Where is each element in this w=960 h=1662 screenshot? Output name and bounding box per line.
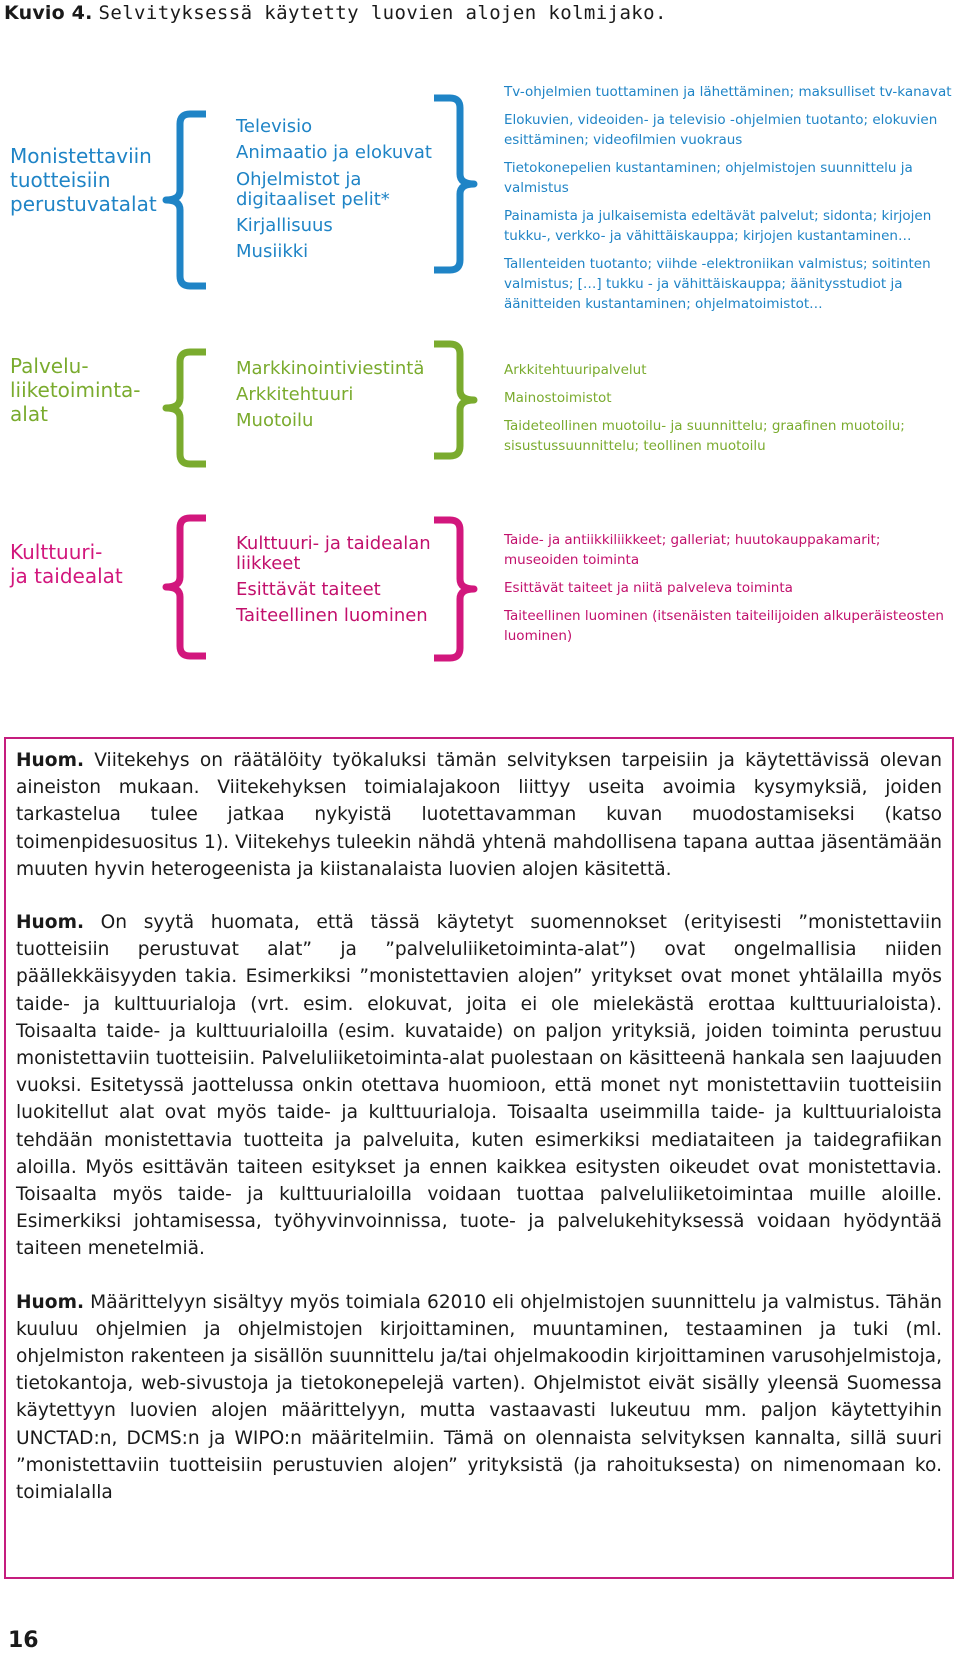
category-list [236,534,431,629]
activity-item: Esittävät taiteet ja niitä palveleva toiminta [504,580,793,596]
note-text: Määrittelyyn sisältyy myös toimiala 62010 eli ohjelmistojen suunnittelu ja valmistus. Tähän kuuluu ohjelmien ja ohjelmistojen kirjoittaminen, muuntaminen, testaaminen ja tuki (ml. ohjelmiston rakenteen ja sisällön suunnittelu ja/tai ohjelmakoodin kirjoittaminen varusohjelmistoja, tietokantoja, web-sivustoja ja tietokonepelejä varten). Ohjelmistot eivät sisälly yleensä Suomessa käytettyyn luovien alojen määrittelyyn, mutta vastaavasti lukeutuu mm. paljon käytettyihin UNCTAD:n, DCMS:n ja WIPO:n määritelmiin. Tämä on olennaista selvityksen kannalta, sillä suuri ”monistettaviin tuotteisiin perustuvien alojen” yrityksistä (ja rahoituksesta) on nimenomaan ko. toimialalla [16,1291,942,1504]
figure-title [4,2,667,24]
note-paragraph [16,747,942,883]
category-item: Musiikki [236,241,309,262]
group-label: Monistettaviin tuotteisiin perustuvatalat [10,144,157,216]
activity-item: Arkkitehtuuripalvelut [504,362,647,378]
note-lead: Huom. [16,912,85,934]
category-item: Muotoilu [236,410,314,431]
note-paragraph [16,1289,942,1507]
right-brace-icon [430,516,480,662]
left-brace-icon [160,348,210,468]
activity-item: Tietokonepelien kustantaminen; ohjelmistojen suunnittelu ja valmistus [504,160,913,196]
activity-list [504,530,954,654]
category-item: Kirjallisuus [236,215,333,236]
category-item: Animaatio ja elokuvat [236,142,432,163]
category-item: Kulttuuri- ja taidealan liikkeet [236,533,431,574]
left-brace-icon [160,514,210,660]
category-item: Ohjelmistot ja digitaaliset pelit* [236,169,390,210]
activity-item: Tv-ohjelmien tuottaminen ja lähettäminen; maksulliset tv-kanavat [504,84,952,100]
group-reproducible-products [0,80,960,320]
category-item: Arkkitehtuuri [236,384,354,405]
activity-item: Taiteellinen luominen (itsenäisten taiteilijoiden alkuperäisteosten luominen) [504,608,944,644]
note-paragraph [16,909,942,1263]
activity-item: Painamista ja julkaisemista edeltävät palvelut; sidonta; kirjojen tukku-, verkko- ja vähittäiskauppa; kirjojen kustantaminen… [504,208,932,244]
note-lead: Huom. [16,1291,85,1313]
activity-list [504,82,954,322]
category-list [236,114,432,265]
page-number: 16 [8,1628,39,1653]
activity-item: Tallenteiden tuotanto; viihde -elektroniikan valmistus; soitinten valmistus; […] tukku - ja vähittäiskauppa; äänitysstudiot ja äänitteiden kustantaminen; ohjelmatoimistot… [504,256,931,312]
activity-item: Taideteollinen muotoilu- ja suunnittelu; graafinen muotoilu; sisustussuunnittelu; teollinen muotoilu [504,418,905,454]
note-lead: Huom. [16,750,85,771]
activity-item: Taide- ja antiikkiliikkeet; galleriat; huutokauppakamarit; museoiden toiminta [504,532,881,568]
right-brace-icon [430,340,480,460]
note-text: On syytä huomata, että tässä käytetyt suomennokset (erityisesti ”monistettaviin tuotteisiin perustuvat alat” ja ”palveluliiketoiminta-alat”) ovat ongelmallisia niiden päällekkäisyyden takia. Esimerkiksi ”monistettavien alojen” yritykset ovat monet yhtälailla myös taide- ja kulttuurialoja (vrt. esim. elokuvat, joita ei ole mielekästä erottaa kulttuurialoista). Toisaalta taide- ja kulttuurialoilla (esim. kuvataide) on paljon yrityksiä, joiden toiminta perustuu monistettaviin tuotteisiin. Palveluliiketoiminta-alat puolestaan on käsitteenä hankala sen laajuuden vuoksi. Esitetyssä jaottelussa onkin otettava huomioon, että monet nyt monistettaviin tuotteisiin luokitellut alat ovat myös taide- ja kulttuurialoja. Toisaalta useimmilla taide- ja kulttuurialoista tehdään monistettavia tuotteita ja palveluita, kuten esimerkiksi mediataiteen ja taidegrafiikan aloilla. Myös esittävän taiteen esitykset ja ennen kaikkea esitysten oikeudet ovat monistettavia. Toisaalta myös taide- ja kulttuurialoilla voidaan tuottaa palveluliiketoimintaa muille aloille. Esimerkiksi johtamisessa, työhyvinvoinnissa, tuote- ja palvelukehityksessä voidaan hyödyntää taiteen menetelmiä. [16,912,942,1260]
activity-list [504,360,954,464]
category-item: Esittävät taiteet [236,579,381,600]
group-culture-arts [0,510,960,670]
category-item: Televisio [236,116,313,137]
left-brace-icon [160,110,210,290]
figure-caption: Selvityksessä käytetty luovien alojen kolmijako. [98,2,667,24]
note-text: Viitekehys on räätälöity työkaluksi tämän selvityksen tarpeisiin ja käytettävissä olevan aineiston mukaan. Viitekehyksen toimialajakoon liittyy useita avoimia kysymyksiä, joiden tarkastelua tulee jatkaa nykyistä luotettavamman kuvan muodostamiseksi (katso toimenpidesuositus 1). Viitekehys tuleekin nähdä yhtenä mahdollisena tapana auttaa jäsentämään muuten hyvin heterogeenista ja kiistanalaista luovien alojen käsitettä. [16,750,942,880]
group-label: Kulttuuri- ja taidealat [10,540,123,588]
notes-box [4,737,954,1579]
activity-item: Mainostoimistot [504,390,612,406]
category-item: Taiteellinen luominen [236,605,428,626]
activity-item: Elokuvien, videoiden- ja televisio -ohjelmien tuotanto; elokuvien esittäminen; videofilmien vuokraus [504,112,938,148]
group-label: Palvelu- liiketoiminta- alat [10,354,141,426]
category-item: Markkinointiviestintä [236,358,425,379]
figure-number: Kuvio 4. [4,2,93,24]
category-list [236,356,424,434]
right-brace-icon [430,94,480,274]
group-service-business [0,340,960,480]
